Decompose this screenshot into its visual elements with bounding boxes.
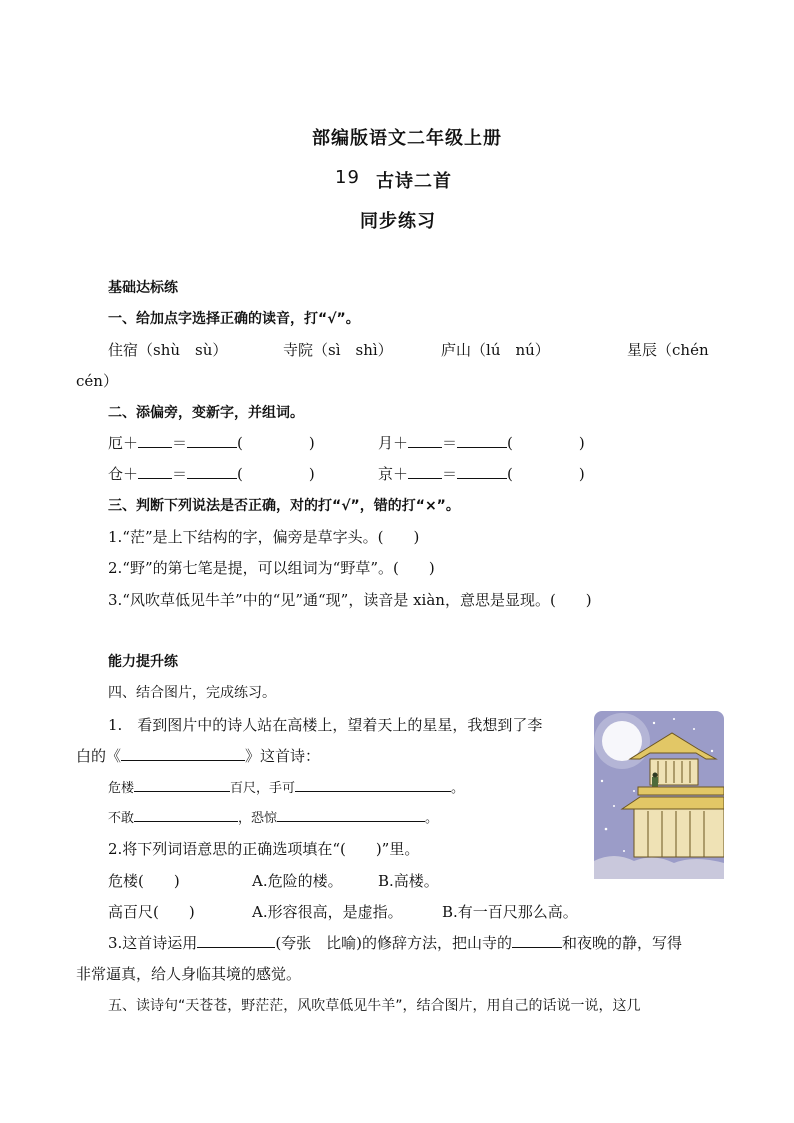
q4-text: 白的《 bbox=[76, 747, 122, 765]
answer-blank[interactable] bbox=[408, 464, 442, 479]
q1-word: 星辰 bbox=[627, 341, 658, 359]
q3-item: 1.“茫”是上下结构的字，偏旁是草字头。( ) bbox=[108, 528, 420, 546]
q4-item1-line1: 1. 看到图片中的诗人站在高楼上，望着天上的星星，我想到了李 bbox=[108, 716, 543, 734]
middle-roof bbox=[622, 797, 724, 809]
q2-lp: ( bbox=[507, 434, 513, 452]
q1-item bbox=[627, 339, 709, 360]
poet bbox=[652, 777, 658, 787]
answer-blank[interactable] bbox=[138, 433, 172, 448]
q1-heading: 一、给加点字选择正确的读音，打“√”。 bbox=[108, 311, 360, 327]
page-subtitle: 同步练习 bbox=[360, 211, 436, 232]
poem-line-1 bbox=[108, 777, 464, 796]
answer-blank[interactable] bbox=[134, 807, 238, 822]
q4-option-b: B.高楼。 bbox=[378, 872, 439, 890]
q4-item1-line2 bbox=[76, 745, 320, 766]
q2-rp: ) bbox=[578, 434, 585, 452]
q1-item bbox=[441, 339, 550, 360]
q2-base: 仓＋ bbox=[108, 465, 139, 483]
q2-item bbox=[378, 463, 585, 484]
q1-options: （shù sù） bbox=[138, 341, 228, 359]
q4-option-a: A.危险的楼。 bbox=[252, 872, 343, 890]
q2-base: 厄＋ bbox=[108, 434, 139, 452]
q2-lp: ( bbox=[237, 434, 243, 452]
clouds bbox=[594, 856, 724, 879]
q2-eq: ＝ bbox=[442, 465, 458, 483]
illustration-tower bbox=[594, 711, 724, 879]
answer-blank[interactable] bbox=[512, 933, 562, 948]
q5-heading: 五、读诗句“天苍苍，野茫茫，风吹草低见牛羊”，结合图片，用自己的话说一说，这几 bbox=[108, 998, 641, 1014]
answer-blank[interactable] bbox=[457, 433, 507, 448]
q2-base: 京＋ bbox=[378, 465, 409, 483]
q4-item2-row bbox=[108, 901, 195, 922]
q4-item3-line2: 非常逼真，给人身临其境的感觉。 bbox=[76, 965, 302, 983]
poem-text: 百尺，手可 bbox=[230, 781, 296, 796]
answer-blank[interactable] bbox=[277, 807, 425, 822]
q1-options: （chén bbox=[657, 341, 709, 359]
q1-options: （sì shì） bbox=[313, 341, 393, 359]
q2-lp: ( bbox=[237, 465, 243, 483]
answer-blank[interactable] bbox=[187, 433, 237, 448]
answer-blank[interactable] bbox=[457, 464, 507, 479]
answer-blank[interactable] bbox=[295, 777, 451, 792]
q2-item bbox=[108, 432, 315, 453]
q4-text: (夸张 比喻)的修辞方法，把山寺的 bbox=[275, 934, 513, 952]
q4-word: 高百尺( ) bbox=[108, 903, 195, 921]
q4-option-a: A.形容很高，是虚指。 bbox=[252, 903, 403, 921]
poem-text: 。 bbox=[451, 781, 465, 796]
q4-word: 危楼( ) bbox=[108, 872, 180, 890]
q4-item2-row bbox=[108, 870, 180, 891]
q2-eq: ＝ bbox=[172, 434, 188, 452]
answer-blank[interactable] bbox=[197, 933, 275, 948]
answer-blank[interactable] bbox=[187, 464, 237, 479]
page-title: 部编版语文二年级上册 bbox=[312, 128, 502, 149]
q4-text: 》这首诗： bbox=[245, 747, 321, 765]
q4-item3-line1 bbox=[108, 932, 682, 953]
q4-text: 和夜晚的静，写得 bbox=[562, 934, 683, 952]
poem-text: 。 bbox=[425, 811, 439, 826]
lesson-title: 古诗二首 bbox=[376, 171, 452, 192]
q4-text: 3.这首诗运用 bbox=[108, 934, 198, 952]
q1-wrap: cén） bbox=[76, 372, 118, 390]
q2-item bbox=[108, 463, 315, 484]
poem-text: 不敢 bbox=[108, 811, 135, 826]
poem-text: ，恐惊 bbox=[238, 811, 278, 826]
poem-text: 危楼 bbox=[108, 781, 135, 796]
q3-heading: 三、判断下列说法是否正确，对的打“√”，错的打“×”。 bbox=[108, 498, 460, 514]
q1-word: 寺院 bbox=[283, 341, 314, 359]
q2-heading: 二、添偏旁，变新字，并组词。 bbox=[108, 405, 304, 421]
answer-blank[interactable] bbox=[408, 433, 442, 448]
answer-blank[interactable] bbox=[134, 777, 230, 792]
q4-item2: 2.将下列词语意思的正确选项填在“( )”里。 bbox=[108, 840, 420, 858]
q1-item bbox=[283, 339, 393, 360]
balcony bbox=[638, 787, 724, 795]
section-advanced-heading: 能力提升练 bbox=[108, 654, 178, 670]
answer-blank[interactable] bbox=[121, 746, 245, 761]
q2-lp: ( bbox=[507, 465, 513, 483]
moon-glow bbox=[594, 713, 650, 769]
q1-word: 住宿 bbox=[108, 341, 139, 359]
q3-item: 3.“风吹草低见牛羊”中的“见”通“现”，读音是 xiàn，意思是显现。( ) bbox=[108, 591, 592, 609]
q4-option-b: B.有一百尺那么高。 bbox=[442, 903, 578, 921]
q1-word: 庐山 bbox=[441, 341, 472, 359]
section-basic-heading: 基础达标练 bbox=[108, 280, 178, 296]
q1-item bbox=[108, 339, 227, 360]
q2-rp: ) bbox=[578, 465, 585, 483]
q2-item bbox=[378, 432, 585, 453]
tower-night-image bbox=[594, 711, 724, 879]
q2-rp: ) bbox=[308, 465, 315, 483]
q3-item: 2.“野”的第七笔是提，可以组词为“野草”。( ) bbox=[108, 559, 435, 577]
q2-base: 月＋ bbox=[378, 434, 409, 452]
q4-heading: 四、结合图片，完成练习。 bbox=[108, 685, 276, 701]
q2-eq: ＝ bbox=[442, 434, 458, 452]
q2-rp: ) bbox=[308, 434, 315, 452]
answer-blank[interactable] bbox=[138, 464, 172, 479]
q1-options: （lú nú） bbox=[471, 341, 550, 359]
q2-eq: ＝ bbox=[172, 465, 188, 483]
lesson-number: 19 bbox=[335, 167, 360, 188]
poem-line-2 bbox=[108, 807, 438, 826]
